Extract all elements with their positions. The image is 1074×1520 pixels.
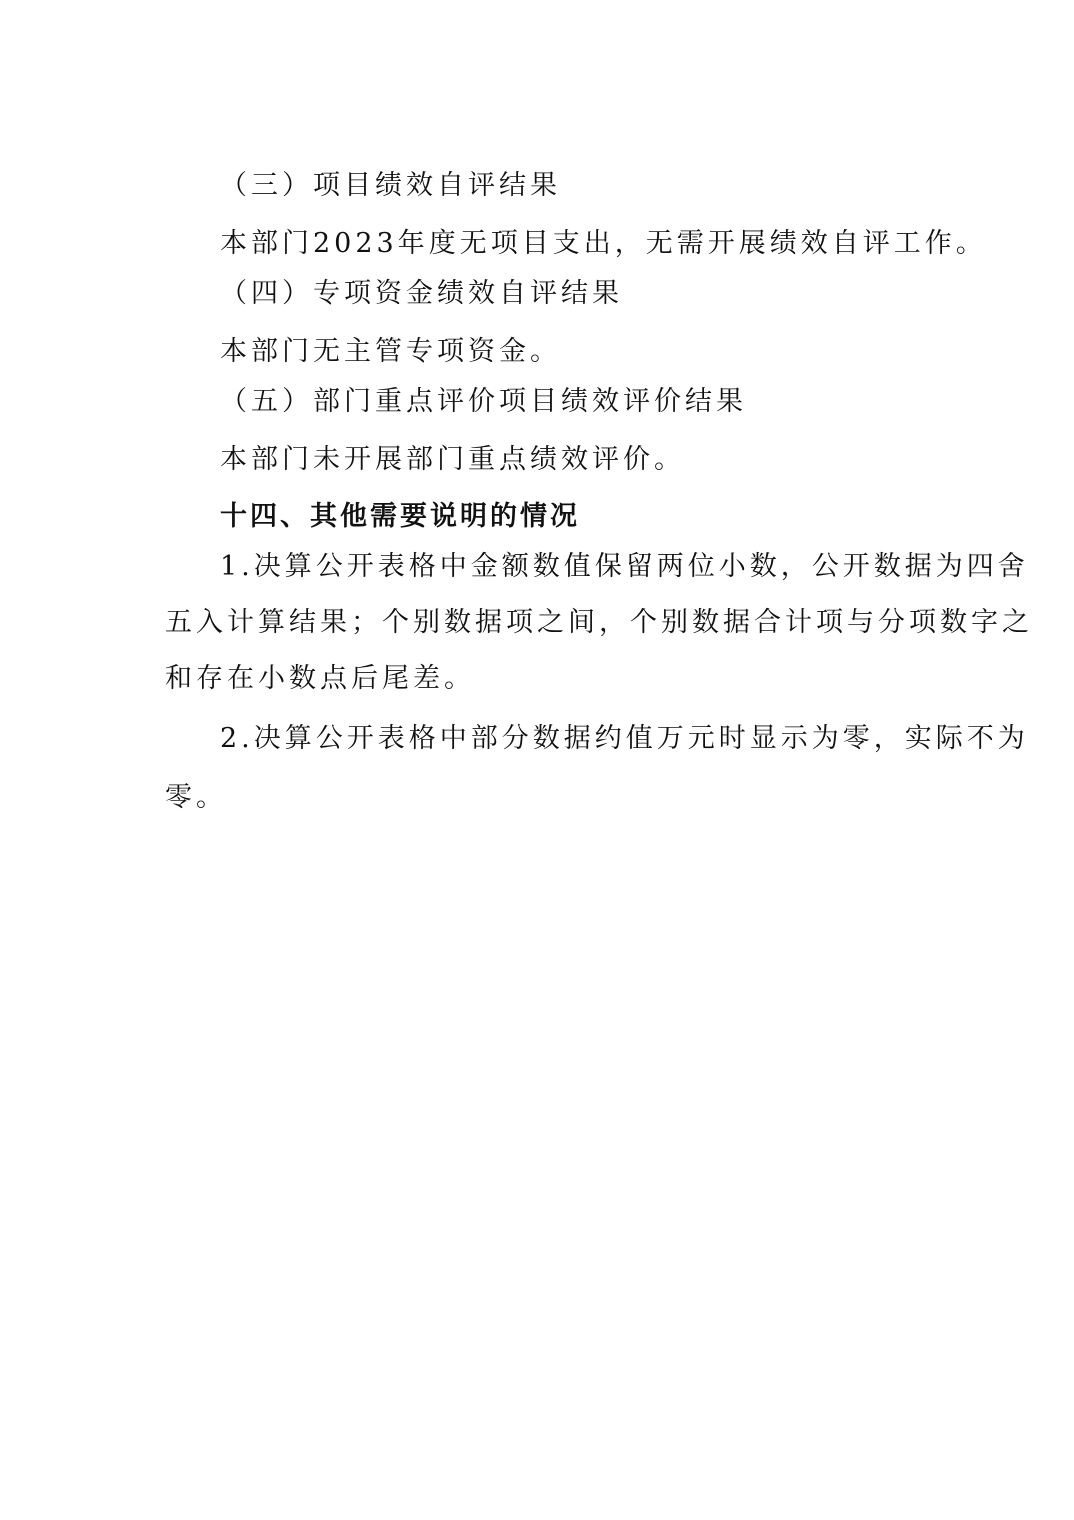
note-1-line-1: 1.决算公开表格中金额数值保留两位小数，公开数据为四舍 [220,551,1029,582]
note-1-line-3: 和存在小数点后尾差。 [165,663,475,694]
section-3-body: 本部门2023年度无项目支出，无需开展绩效自评工作。 [220,228,987,259]
section-5-heading: （五）部门重点评价项目绩效评价结果 [220,386,747,417]
section-3-heading: （三）项目绩效自评结果 [220,170,561,201]
section-4-heading: （四）专项资金绩效自评结果 [220,278,623,309]
part-14-heading: 十四、其他需要说明的情况 [220,501,580,532]
section-4-body: 本部门无主管专项资金。 [220,336,561,367]
note-2-line-1: 2.决算公开表格中部分数据约值万元时显示为零，实际不为 [220,723,1029,754]
section-5-body: 本部门未开展部门重点绩效评价。 [220,444,685,475]
note-1-line-2: 五入计算结果；个别数据项之间，个别数据合计项与分项数字之 [165,607,1033,638]
note-2-line-2: 零。 [165,782,227,813]
